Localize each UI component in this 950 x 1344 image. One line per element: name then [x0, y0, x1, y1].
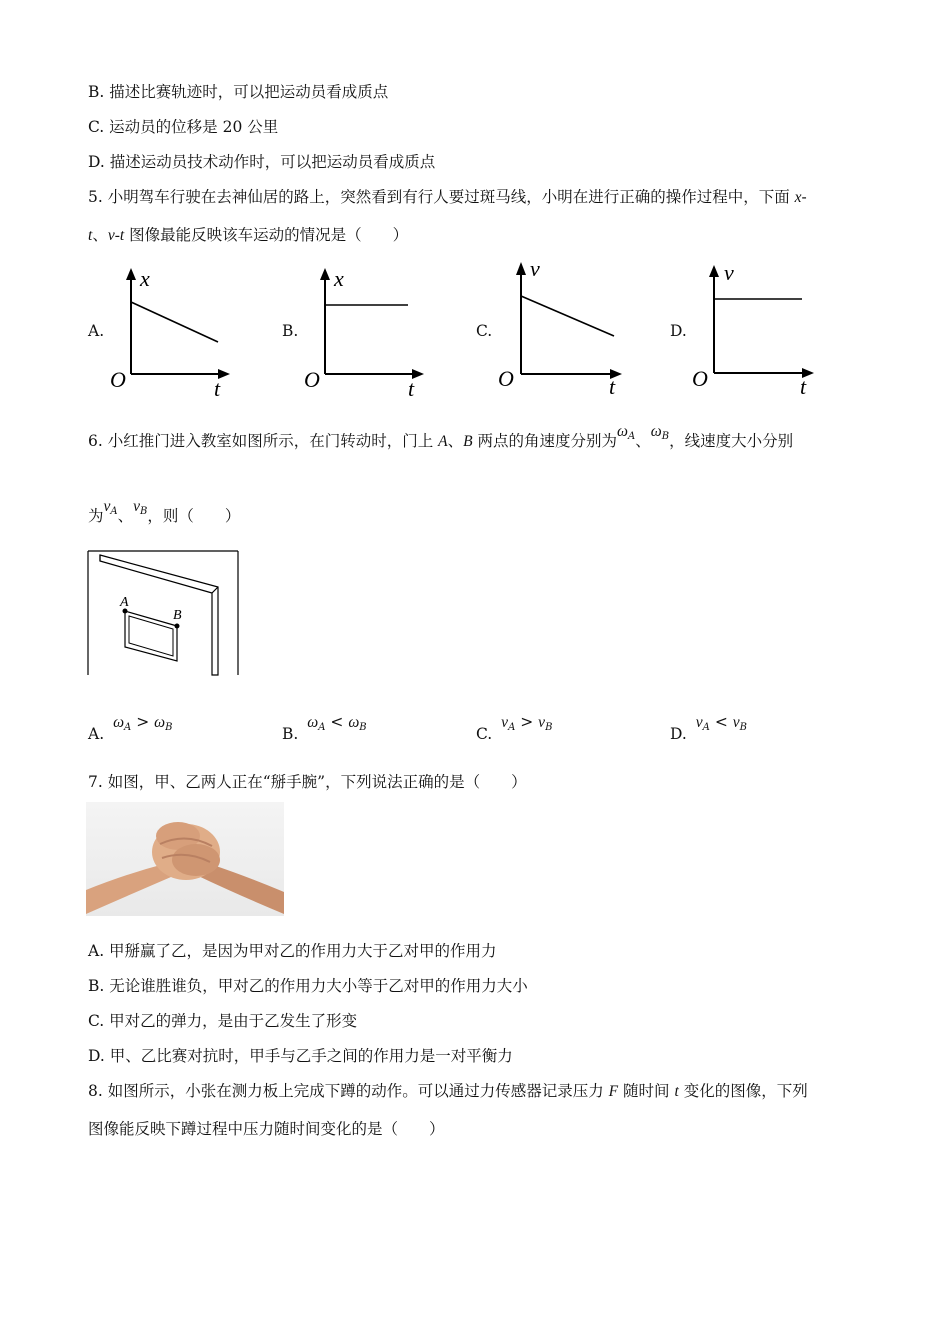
arm-wrestling-photo	[86, 802, 284, 916]
q5-c-yaxis-label: v	[530, 258, 540, 281]
q5-b-origin-label: O	[304, 367, 320, 392]
q5-stem-line2: t、v-t 图像最能反映该车运动的情况是（ ）	[88, 226, 409, 244]
q7-option-c: C. 甲对乙的弹力，是由于乙发生了形变	[88, 1012, 358, 1030]
q5-d-xaxis-label: t	[800, 374, 807, 398]
q5-d-origin-label: O	[692, 366, 708, 391]
door-label-a: A	[120, 595, 129, 610]
q5-c-xaxis-label: t	[609, 374, 616, 398]
q5-option-c-label: C.	[476, 322, 493, 340]
door-figure	[86, 549, 242, 677]
q6-stem-line1: 6. 小红推门进入教室如图所示，在门转动时，门上 A、B 两点的角速度分别为$\omega_A$、$\omega_B$，线速度大小分别	[88, 423, 794, 450]
q6-option-d: D. $v_A < v_B$	[670, 713, 747, 743]
q6-stem-line2: 为$v_A$、$v_B$，则（ ）	[88, 498, 241, 525]
q5-graph-b	[300, 262, 428, 400]
q4-option-d: D. 描述运动员技术动作时，可以把运动员看成质点	[88, 153, 436, 171]
q5-option-d-label: D.	[670, 322, 687, 340]
q4-option-c: C. 运动员的位移是 20 公里	[88, 118, 279, 136]
q5-graph-a	[106, 262, 234, 400]
q5-b-xaxis-label: t	[408, 376, 415, 400]
door-label-b: B	[173, 608, 182, 623]
q5-option-b-label: B.	[282, 322, 299, 340]
q7-option-d: D. 甲、乙比赛对抗时，甲手与乙手之间的作用力是一对平衡力	[88, 1047, 513, 1065]
q5-c-origin-label: O	[498, 366, 514, 391]
q7-option-b: B. 无论谁胜谁负，甲对乙的作用力大小等于乙对甲的作用力大小	[88, 977, 528, 995]
q8-stem-line2: 图像能反映下蹲过程中压力随时间变化的是（ ）	[88, 1120, 445, 1138]
q4-option-b: B. 描述比赛轨迹时，可以把运动员看成质点	[88, 83, 389, 101]
q6-option-c: C. $v_A > v_B$	[476, 713, 553, 743]
q7-option-a: A. 甲掰赢了乙，是因为甲对乙的作用力大于乙对甲的作用力	[88, 942, 497, 960]
q8-stem-line1: 8. 如图所示，小张在测力板上完成下蹲的动作。可以通过力传感器记录压力 F 随时间 t 变化的图像，下列	[88, 1082, 808, 1100]
q5-b-yaxis-label: x	[334, 266, 344, 291]
q5-a-xaxis-label: t	[214, 376, 221, 400]
q5-d-yaxis-label: v	[724, 260, 734, 285]
q7-stem: 7. 如图，甲、乙两人正在“掰手腕”，下列说法正确的是（ ）	[88, 773, 527, 791]
q6-option-b: B. $\omega_A < \omega_B$	[282, 713, 367, 743]
q5-graph-c	[494, 258, 626, 398]
q5-graph-d	[688, 260, 820, 398]
q6-option-a: A. $\omega_A > \omega_B$	[88, 713, 173, 743]
q5-stem-line1: 5. 小明驾车行驶在去神仙居的路上，突然看到有行人要过斑马线，小明在进行正确的操作过程中，下面 x-	[88, 188, 807, 206]
q5-a-origin-label: O	[110, 367, 126, 392]
q5-option-a-label: A.	[88, 322, 105, 340]
q5-a-yaxis-label: x	[140, 266, 150, 291]
